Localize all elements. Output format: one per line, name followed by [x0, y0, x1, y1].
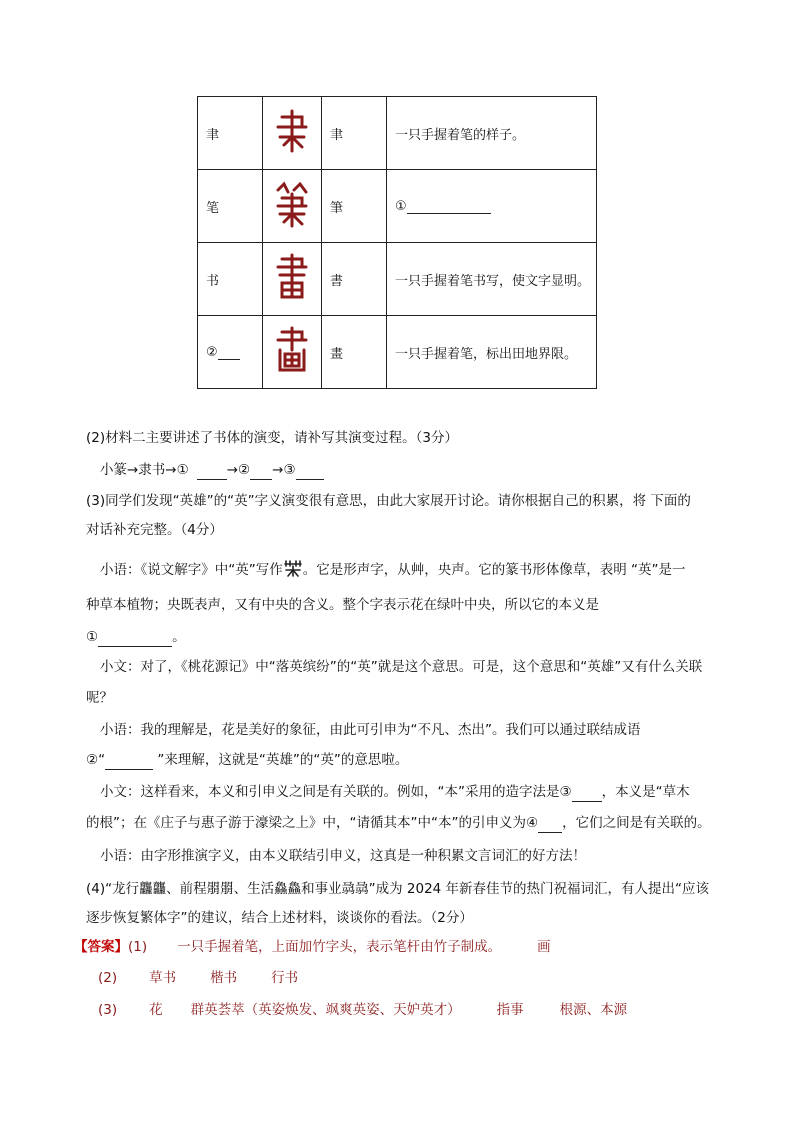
seal-script-shu-icon: [274, 253, 310, 301]
chain-part-2: →②: [226, 462, 251, 478]
question-2-chain: [100, 460, 324, 480]
seal-script-yu-icon: [274, 107, 310, 155]
traditional-char-cell: 筆: [322, 170, 387, 243]
table-row: [198, 97, 597, 170]
question-4-line-1: (4)“龙行龘龘、前程朤朤、生活鱻鱻和事业骉骉”成为 2024 年新春佳节的热门祝福词汇，有人提出“应该: [86, 881, 710, 897]
blank-label: ①: [86, 629, 99, 645]
blank-2-line: [218, 359, 240, 360]
traditional-char-cell: 書: [322, 243, 387, 316]
seal-cell: [263, 170, 322, 243]
dialogue-text: ”来理解，这就是“英雄”的“英”的意思啦。: [153, 752, 409, 768]
blank-1-line: [407, 213, 491, 214]
answer-number: (2): [98, 970, 118, 986]
answer-number: (3): [98, 1002, 118, 1018]
modern-char-cell: 笔: [198, 170, 263, 243]
answer-1-extra: 画: [537, 939, 551, 955]
character-evolution-table: [197, 96, 597, 389]
answer-line-3: [98, 1000, 627, 1020]
dialogue-paragraph-1-line-1: [100, 559, 686, 580]
dialogue-text: 小语：《说文解字》中“英”写作: [100, 562, 283, 578]
dialogue-text: 。: [172, 629, 186, 645]
seal-cell: [263, 243, 322, 316]
blank-2-label: ②: [206, 344, 218, 360]
blank-line: [572, 801, 602, 802]
meaning-cell: 一只手握着笔书写，使文字显明。: [387, 243, 597, 316]
answer-item: 群英荟萃（英姿焕发、飒爽英姿、天妒英才）: [190, 1002, 461, 1018]
answer-item: 指事: [496, 1002, 524, 1018]
answer-item: 花: [149, 1002, 163, 1018]
traditional-char-cell: 聿: [322, 97, 387, 170]
answer-item: 根源、本源: [559, 1002, 628, 1018]
dialogue-paragraph-3-line-1: 小语：我的理解是，花是美好的象征，由此可引申为“不凡、杰出”。我们可以通过联结成语: [100, 722, 641, 738]
meaning-cell: [387, 170, 597, 243]
question-2-prompt: (2)材料二主要讲述了书体的演变，请补写其演变过程。（3分）: [86, 430, 458, 446]
blank-label: ②“: [86, 752, 106, 768]
table-row: [198, 243, 597, 316]
dialogue-text: ，它们之间是有关联的。: [562, 815, 711, 831]
blank-line: [98, 646, 172, 647]
blank-line: [296, 479, 324, 480]
dialogue-text: 的根”；在《庄子与惠子游于濠梁之上》中，“请循其本”中“本”的引申义为④: [86, 815, 539, 831]
table-row: [198, 170, 597, 243]
seal-cell: [263, 97, 322, 170]
chain-part-1: 小篆→隶书→①: [100, 462, 189, 478]
blank-line: [105, 769, 153, 770]
answer-number: (1): [128, 939, 148, 955]
chain-part-3: →③: [272, 462, 296, 478]
answer-item: 行书: [271, 970, 299, 986]
modern-char-cell: 书: [198, 243, 263, 316]
answer-line-1: [74, 937, 551, 957]
dialogue-paragraph-1-line-2: 种草本植物；央既表声，又有中央的含义。整个字表示花在绿叶中央，所以它的本义是: [86, 597, 599, 613]
answer-line-2: [98, 968, 298, 988]
answer-tag: 【答案】: [74, 939, 128, 955]
dialogue-paragraph-3-line-2: [86, 750, 408, 770]
dialogue-paragraph-5: 小语：由字形推演字义，由本义联结引申义，这真是一种积累文言词汇的好方法！: [100, 848, 586, 864]
dialogue-text: ，本义是“草木: [601, 784, 690, 800]
answer-item: 草书: [149, 970, 177, 986]
dialogue-paragraph-2-line-2: 呢？: [86, 690, 113, 706]
traditional-char-cell: 畫: [322, 316, 387, 389]
answer-1-text: 一只手握着笔，上面加竹字头，表示笔杆由竹子制成。: [177, 939, 502, 955]
dialogue-paragraph-2-line-1: 小文：对了，《桃花源记》中“落英缤纷”的“英”就是这个意思。可是，这个意思和“英雄”又有什么关联: [100, 659, 703, 675]
dialogue-text: 小文：这样看来，本义和引申义之间是有关联的。例如，“本”采用的造字法是③: [100, 784, 572, 800]
blank-line: [538, 832, 562, 833]
dialogue-paragraph-4-line-2: [86, 813, 711, 833]
meaning-cell: 一只手握着笔的样子。: [387, 97, 597, 170]
dialogue-text: 。它是形声字，从艸，央声。它的篆书形体像草，表明 “英”是一: [302, 562, 686, 578]
seal-script-ying-icon: [283, 559, 303, 577]
question-3-prompt-line-1: (3)同学们发现“英雄”的“英”字义演变很有意思，由此大家展开讨论。请你根据自己的积累，将 下面的: [86, 493, 691, 509]
modern-char-cell: 聿: [198, 97, 263, 170]
seal-script-bi-icon: [274, 180, 310, 228]
answer-item: 楷书: [210, 970, 238, 986]
seal-script-hua-icon: [274, 326, 310, 374]
dialogue-paragraph-1-line-3: [86, 627, 186, 647]
question-3-prompt-line-2: 对话补充完整。（4分）: [86, 522, 223, 538]
seal-cell: [263, 316, 322, 389]
dialogue-paragraph-4-line-1: [100, 782, 690, 802]
question-4-line-2: 逐步恢复繁体字”的建议，结合上述材料，谈谈你的看法。（2分）: [86, 910, 473, 926]
blank-line: [197, 479, 227, 480]
meaning-cell: 一只手握着笔，标出田地界限。: [387, 316, 597, 389]
blank-line: [250, 479, 272, 480]
table-row: [198, 316, 597, 389]
modern-char-cell: [198, 316, 263, 389]
blank-1-label: ①: [395, 198, 407, 214]
